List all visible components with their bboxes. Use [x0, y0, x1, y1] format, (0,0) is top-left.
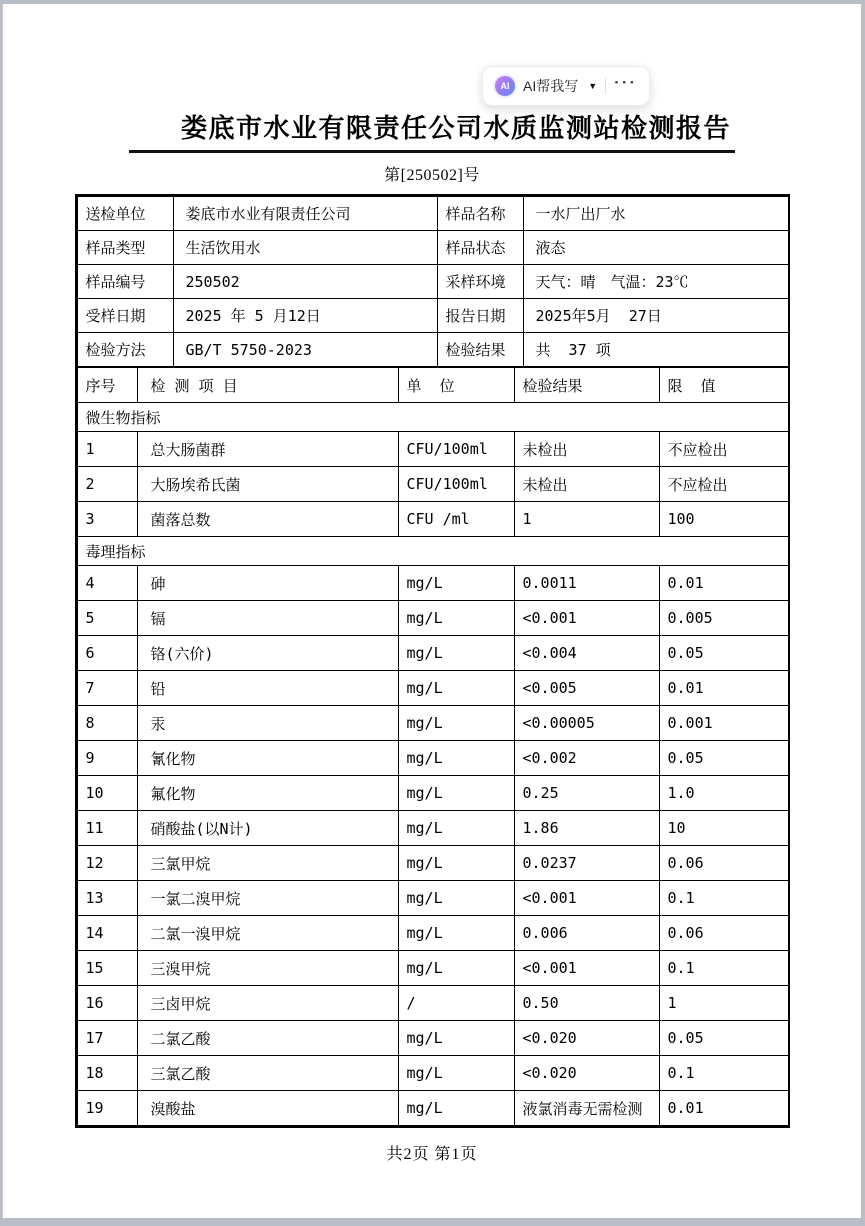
sample-info-table [77, 196, 789, 367]
result-row [77, 776, 788, 811]
result-limit: 0.05 [659, 1021, 788, 1056]
info-label: 样品名称 [437, 197, 523, 231]
info-value: 娄底市水业有限责任公司 [173, 197, 437, 231]
result-value: 0.006 [514, 916, 659, 951]
result-unit: CFU/100ml [398, 467, 514, 502]
result-item: 砷 [137, 566, 398, 601]
result-seq: 10 [77, 776, 137, 811]
result-row [77, 467, 788, 502]
header-limit: 限 值 [659, 368, 788, 403]
result-seq: 2 [77, 467, 137, 502]
result-value: 未检出 [514, 432, 659, 467]
result-seq: 6 [77, 636, 137, 671]
info-label: 样品状态 [437, 231, 523, 265]
result-row [77, 846, 788, 881]
result-unit: mg/L [398, 741, 514, 776]
info-label: 样品类型 [77, 231, 173, 265]
result-item: 三溴甲烷 [137, 951, 398, 986]
info-row [77, 333, 788, 367]
result-unit: mg/L [398, 881, 514, 916]
result-row [77, 881, 788, 916]
result-limit: 0.01 [659, 671, 788, 706]
result-unit: mg/L [398, 566, 514, 601]
result-row [77, 951, 788, 986]
results-header-row [77, 368, 788, 403]
result-value: <0.005 [514, 671, 659, 706]
result-unit: mg/L [398, 671, 514, 706]
info-value: 2025年5月 27日 [523, 299, 788, 333]
result-limit: 0.05 [659, 636, 788, 671]
info-row [77, 197, 788, 231]
result-value: 0.50 [514, 986, 659, 1021]
result-seq: 9 [77, 741, 137, 776]
result-row [77, 741, 788, 776]
result-limit: 0.06 [659, 916, 788, 951]
result-row [77, 706, 788, 741]
result-unit: mg/L [398, 636, 514, 671]
result-row [77, 671, 788, 706]
result-unit: CFU/100ml [398, 432, 514, 467]
result-item: 汞 [137, 706, 398, 741]
result-value: <0.001 [514, 881, 659, 916]
info-label: 检验方法 [77, 333, 173, 367]
section-title: 毒理指标 [77, 537, 788, 566]
result-item: 氰化物 [137, 741, 398, 776]
info-label: 检验结果 [437, 333, 523, 367]
result-item: 氟化物 [137, 776, 398, 811]
result-seq: 18 [77, 1056, 137, 1091]
info-label: 受样日期 [77, 299, 173, 333]
divider [605, 78, 606, 94]
result-value: 未检出 [514, 467, 659, 502]
result-seq: 1 [77, 432, 137, 467]
result-unit: mg/L [398, 601, 514, 636]
result-unit: CFU /ml [398, 502, 514, 537]
result-unit: mg/L [398, 706, 514, 741]
result-limit: 不应检出 [659, 432, 788, 467]
info-value: 液态 [523, 231, 788, 265]
result-limit: 0.01 [659, 1091, 788, 1126]
result-seq: 11 [77, 811, 137, 846]
section-row [77, 403, 788, 432]
more-options-icon[interactable]: ··· [614, 72, 638, 92]
result-seq: 16 [77, 986, 137, 1021]
result-seq: 5 [77, 601, 137, 636]
result-unit: mg/L [398, 1021, 514, 1056]
result-limit: 0.005 [659, 601, 788, 636]
result-item: 硝酸盐(以N计) [137, 811, 398, 846]
result-row [77, 636, 788, 671]
result-item: 二氯乙酸 [137, 1021, 398, 1056]
result-seq: 17 [77, 1021, 137, 1056]
result-seq: 8 [77, 706, 137, 741]
result-row [77, 601, 788, 636]
result-limit: 0.05 [659, 741, 788, 776]
report-title: 娄底市水业有限责任公司水质监测站检测报告 [129, 108, 735, 153]
result-seq: 13 [77, 881, 137, 916]
header-unit: 单 位 [398, 368, 514, 403]
result-limit: 0.06 [659, 846, 788, 881]
result-row [77, 1091, 788, 1126]
ai-assistant-button[interactable] [482, 66, 650, 106]
result-item: 一氯二溴甲烷 [137, 881, 398, 916]
result-seq: 4 [77, 566, 137, 601]
result-limit: 0.1 [659, 951, 788, 986]
result-value: 0.0011 [514, 566, 659, 601]
result-unit: mg/L [398, 1091, 514, 1126]
result-row [77, 1021, 788, 1056]
chevron-down-icon[interactable]: ▼ [588, 81, 598, 91]
result-limit: 0.01 [659, 566, 788, 601]
report-number: 第[250502]号 [384, 167, 480, 184]
ai-assistant-label: AI帮我写 [523, 78, 579, 94]
result-seq: 14 [77, 916, 137, 951]
result-unit: / [398, 986, 514, 1021]
result-row [77, 916, 788, 951]
result-value: 1.86 [514, 811, 659, 846]
info-row [77, 231, 788, 265]
document-page [2, 4, 861, 1218]
result-limit: 1 [659, 986, 788, 1021]
result-row [77, 432, 788, 467]
info-row [77, 299, 788, 333]
result-row [77, 986, 788, 1021]
result-item: 镉 [137, 601, 398, 636]
result-seq: 19 [77, 1091, 137, 1126]
result-limit: 0.1 [659, 881, 788, 916]
header-item: 检 测 项 目 [137, 368, 398, 403]
info-value: 250502 [173, 265, 437, 299]
result-unit: mg/L [398, 951, 514, 986]
result-item: 铅 [137, 671, 398, 706]
info-value: 天气：晴 气温：23℃ [523, 265, 788, 299]
report-table [75, 194, 790, 1128]
result-unit: mg/L [398, 846, 514, 881]
info-row [77, 265, 788, 299]
result-value: <0.002 [514, 741, 659, 776]
result-value: 液氯消毒无需检测 [514, 1091, 659, 1126]
result-value: <0.00005 [514, 706, 659, 741]
result-unit: mg/L [398, 776, 514, 811]
result-unit: mg/L [398, 1056, 514, 1091]
result-seq: 7 [77, 671, 137, 706]
result-item: 三卤甲烷 [137, 986, 398, 1021]
result-seq: 15 [77, 951, 137, 986]
info-value: 生活饮用水 [173, 231, 437, 265]
info-value: 2025 年 5 月12日 [173, 299, 437, 333]
info-label: 报告日期 [437, 299, 523, 333]
result-limit: 100 [659, 502, 788, 537]
result-row [77, 566, 788, 601]
info-label: 送检单位 [77, 197, 173, 231]
result-limit: 1.0 [659, 776, 788, 811]
result-limit: 10 [659, 811, 788, 846]
results-table [77, 367, 789, 1126]
info-value: 共 37 项 [523, 333, 788, 367]
result-row [77, 811, 788, 846]
result-item: 大肠埃希氏菌 [137, 467, 398, 502]
result-value: 0.0237 [514, 846, 659, 881]
section-row [77, 537, 788, 566]
result-value: <0.020 [514, 1021, 659, 1056]
result-item: 总大肠菌群 [137, 432, 398, 467]
result-value: <0.001 [514, 601, 659, 636]
header-seq: 序号 [77, 368, 137, 403]
result-limit: 0.001 [659, 706, 788, 741]
info-value: 一水厂出厂水 [523, 197, 788, 231]
result-item: 溴酸盐 [137, 1091, 398, 1126]
result-row [77, 1056, 788, 1091]
result-value: 1 [514, 502, 659, 537]
ai-logo-icon: AI [495, 76, 515, 96]
result-seq: 12 [77, 846, 137, 881]
result-item: 菌落总数 [137, 502, 398, 537]
section-title: 微生物指标 [77, 403, 788, 432]
info-value: GB/T 5750-2023 [173, 333, 437, 367]
result-limit: 不应检出 [659, 467, 788, 502]
result-limit: 0.1 [659, 1056, 788, 1091]
result-seq: 3 [77, 502, 137, 537]
result-item: 铬(六价) [137, 636, 398, 671]
result-unit: mg/L [398, 916, 514, 951]
result-item: 二氯一溴甲烷 [137, 916, 398, 951]
result-item: 三氯甲烷 [137, 846, 398, 881]
result-unit: mg/L [398, 811, 514, 846]
page-number-footer: 共2页 第1页 [386, 1146, 478, 1163]
result-value: <0.020 [514, 1056, 659, 1091]
result-value: <0.004 [514, 636, 659, 671]
result-value: <0.001 [514, 951, 659, 986]
result-item: 三氯乙酸 [137, 1056, 398, 1091]
header-result: 检验结果 [514, 368, 659, 403]
info-label: 样品编号 [77, 265, 173, 299]
result-row [77, 502, 788, 537]
info-label: 采样环境 [437, 265, 523, 299]
result-value: 0.25 [514, 776, 659, 811]
